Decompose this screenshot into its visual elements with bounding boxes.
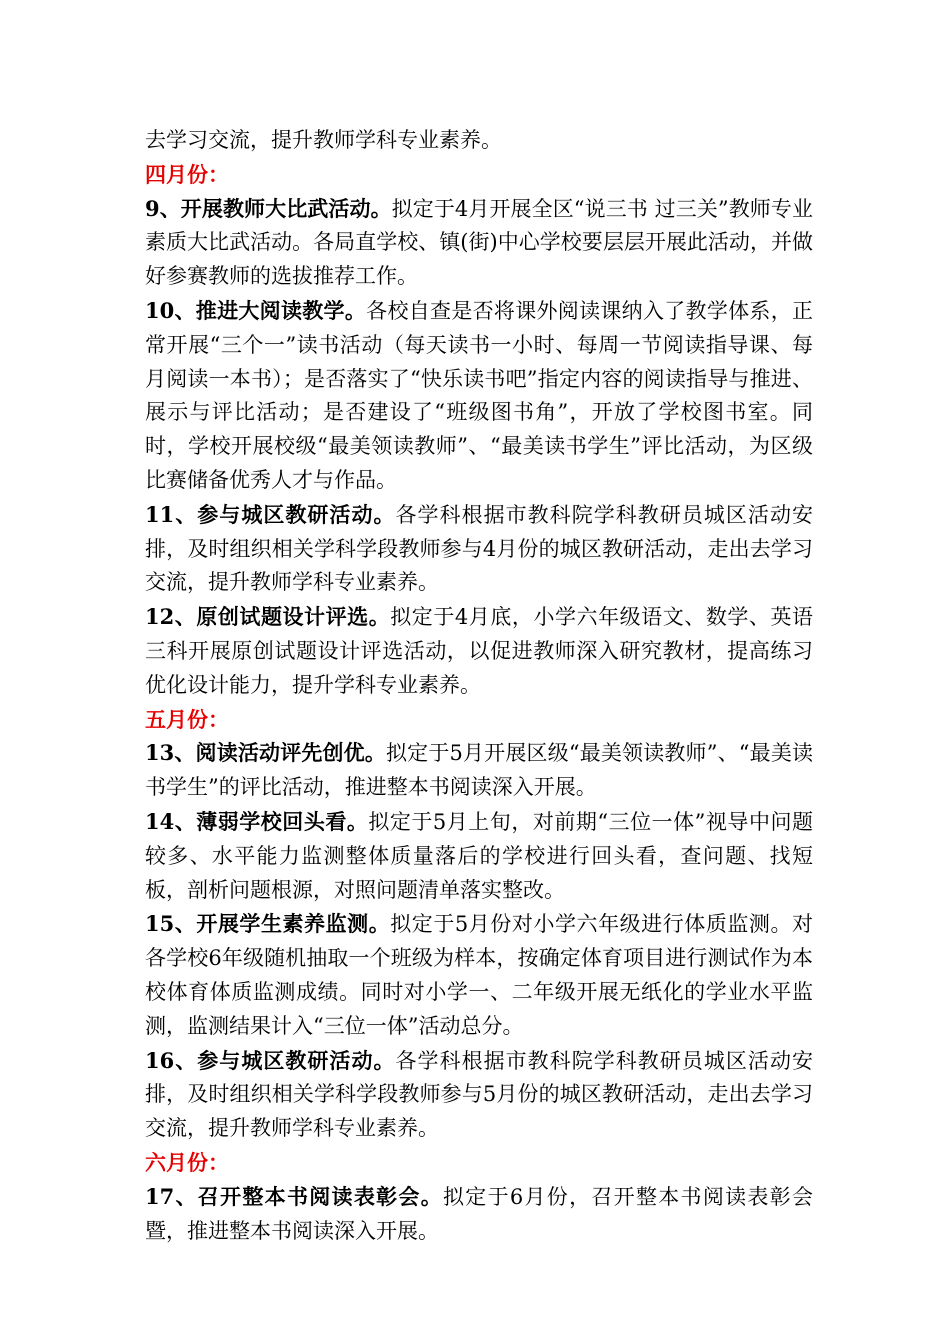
intro-paragraph: 去学习交流，提升教师学科专业素养。 [145,128,502,152]
item-body: 拟定于5月上旬，对前期“三位一体”视导中问题较多、水平能力监测整体质量落后的学校进行回头看，查问题、找短板，剖析问题根源，对照问题清单落实整改。 [145,809,813,902]
item-16 [145,1044,813,1146]
item-body: 各校自查是否将课外阅读课纳入了教学体系，正常开展“三个一”读书活动（每天读书一小时、每周一节阅读指导课、每月阅读一本书）；是否落实了“快乐读书吧”指定内容的阅读指导与推进、展示与评比活动；是否建设了“班级图书角”，开放了学校图书室。同时，学校开展校级“最美领读教师”、“最美读书学生”评比活动，为区级比赛储备优秀人才与作品。 [145,298,813,492]
item-12 [145,600,813,702]
item-17 [145,1180,813,1249]
item-body: 各学科根据市教科院学科教研员城区活动安排，及时组织相关学科学段教师参与5月份的城区教研活动，走出去学习交流，提升教师学科专业素养。 [145,1048,813,1141]
item-10 [145,294,813,498]
june-heading: 六月份： [145,1149,229,1175]
april-heading: 四月份： [145,161,229,187]
item-title: 9、开展教师大比武活动。 [145,195,392,221]
item-body: 拟定于5月开展区级“最美领读教师”、“最美读书学生”的评比活动，推进整本书阅读深入开展。 [145,741,813,800]
item-body: 拟定于5月份对小学六年级进行体质监测。对各学校6年级随机抽取一个班级为样本，按确定体育项目进行测试作为本校体育体质监测成绩。同时对小学一、二年级开展无纸化的学业水平监测，监测结果计入“三位一体”活动总分。 [145,912,813,1038]
item-body: 拟定于6月份，召开整本书阅读表彰会暨，推进整本书阅读深入开展。 [145,1184,813,1243]
item-9 [145,192,813,294]
item-14 [145,805,813,907]
item-body: 各学科根据市教科院学科教研员城区活动安排，及时组织相关学科学段教师参与4月份的城区教研活动，走出去学习交流，提升教师学科专业素养。 [145,502,813,595]
item-title: 15、开展学生素养监测。 [145,911,391,937]
item-title: 13、阅读活动评先创优。 [145,740,387,766]
item-title: 16、参与城区教研活动。 [145,1047,396,1073]
item-title: 12、原创试题设计评选。 [145,604,391,630]
item-title: 10、推进大阅读教学。 [145,297,367,323]
document-page [145,124,813,1248]
item-title: 11、参与城区教研活动。 [145,501,396,527]
item-title: 17、召开整本书阅读表彰会。 [145,1183,443,1209]
item-11 [145,498,813,600]
item-body: 拟定于4月开展全区“说三书 过三关”教师专业素质大比武活动。各局直学校、镇(街)中心学校要层层开展此活动，并做好参赛教师的选拔推荐工作。 [145,196,813,289]
may-heading: 五月份： [145,706,229,732]
item-15 [145,907,813,1043]
item-title: 14、薄弱学校回头看。 [145,808,369,834]
item-body: 拟定于4月底，小学六年级语文、数学、英语三科开展原创试题设计评选活动，以促进教师深入研究教材，提高练习优化设计能力，提升学科专业素养。 [145,605,813,697]
item-13 [145,736,813,805]
